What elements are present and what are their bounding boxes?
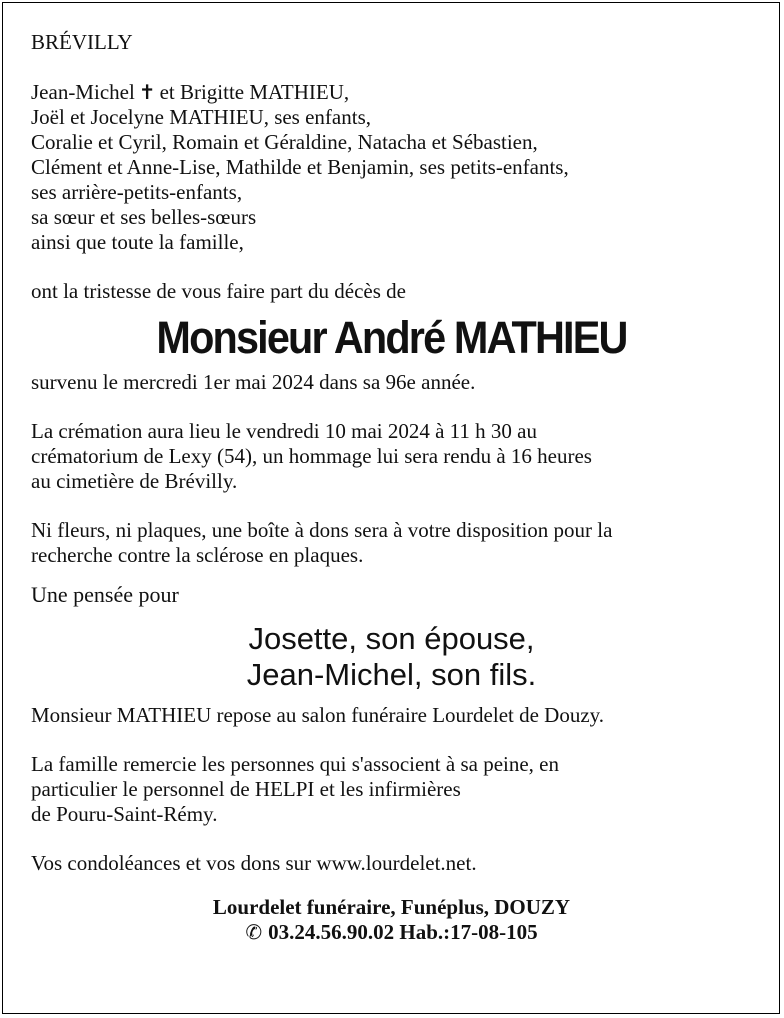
phone-icon: ✆ xyxy=(245,920,263,944)
family-line: Joël et Jocelyne MATHIEU, ses enfants, xyxy=(31,105,371,129)
donation-line: recherche contre la sclérose en plaques. xyxy=(31,543,364,567)
donation-line: Ni fleurs, ni plaques, une boîte à dons sera à votre disposition pour la xyxy=(31,518,613,542)
death-info: survenu le mercredi 1er mai 2024 dans sa 96e année. xyxy=(31,370,476,394)
family-line: sa sœur et ses belles-sœurs xyxy=(31,205,257,229)
deceased-name: Monsieur André MATHIEU xyxy=(156,312,627,363)
family-line: Coralie et Cyril, Romain et Géraldine, Natacha et Sébastien, xyxy=(31,130,538,154)
pensee-line: Josette, son épouse, xyxy=(248,621,535,656)
pensee-names xyxy=(31,621,752,693)
donation-paragraph xyxy=(31,518,752,568)
funeral-home-name: Lourdelet funéraire, Funéplus, DOUZY xyxy=(212,895,571,919)
rest-info: Monsieur MATHIEU repose au salon funéraire Lourdelet de Douzy. xyxy=(31,703,605,727)
pensee-intro: Une pensée pour xyxy=(31,582,179,607)
family-line-1 xyxy=(31,80,752,105)
thanks-paragraph xyxy=(31,752,752,827)
condolences-text: Vos condoléances et vos dons sur www.lourdelet.net. xyxy=(31,851,477,875)
funeral-home-contact-line xyxy=(31,920,752,945)
funeral-home-contact: 03.24.56.90.02 Hab.:17-08-105 xyxy=(268,920,538,944)
ceremony-line: crématorium de Lexy (54), un hommage lui sera rendu à 16 heures xyxy=(31,444,592,468)
family-line: Clément et Anne-Lise, Mathilde et Benjamin, ses petits-enfants, xyxy=(31,155,569,179)
family-name-jean-michel: Jean-Michel xyxy=(31,80,135,104)
pensee-line: Jean-Michel, son fils. xyxy=(246,657,537,692)
family-name-brigitte: et Brigitte MATHIEU, xyxy=(159,80,350,104)
thanks-line: La famille remercie les personnes qui s'associent à sa peine, en xyxy=(31,752,559,776)
family-line: ainsi que toute la famille, xyxy=(31,230,244,254)
ceremony-line: au cimetière de Brévilly. xyxy=(31,469,238,493)
ceremony-line: La crémation aura lieu le vendredi 10 mai 2024 à 11 h 30 au xyxy=(31,419,537,443)
thanks-line: de Pouru-Saint-Rémy. xyxy=(31,802,218,826)
thanks-line: particulier le personnel de HELPI et les infirmières xyxy=(31,777,461,801)
funeral-home-block xyxy=(31,895,752,945)
family-list xyxy=(31,80,752,255)
obituary-notice xyxy=(31,30,752,945)
cross-icon: ✝ xyxy=(138,80,156,104)
ceremony-paragraph xyxy=(31,419,752,494)
family-line: ses arrière-petits-enfants, xyxy=(31,180,243,204)
announcement-text: ont la tristesse de vous faire part du décès de xyxy=(31,279,406,303)
town-name: BRÉVILLY xyxy=(31,30,133,54)
